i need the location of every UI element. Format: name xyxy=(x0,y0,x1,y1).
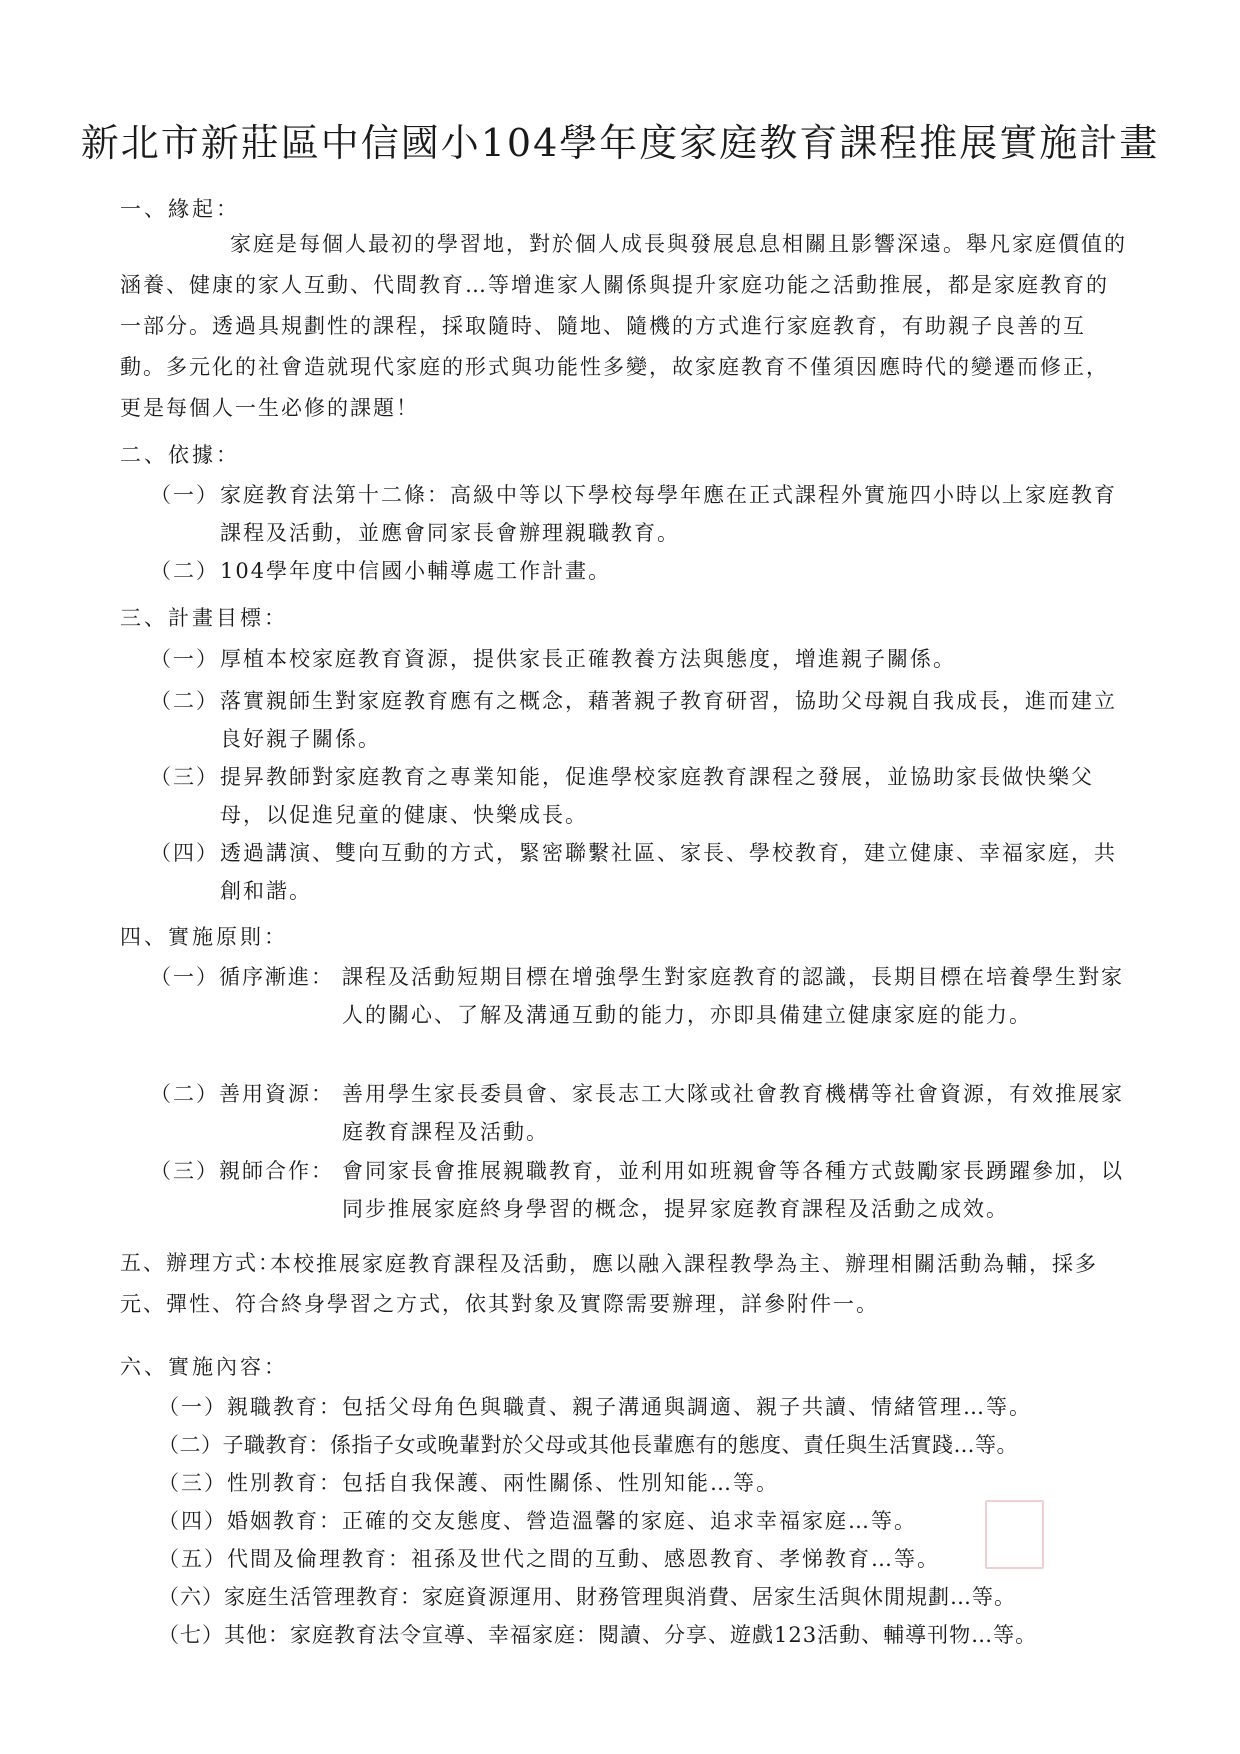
content-item-6-label: （六）家庭生活管理教育： xyxy=(158,1585,422,1609)
content-item-7-text: 家庭教育法令宣導、幸福家庭：閱讀、分享、遊戲123活動、輔導刊物…等。 xyxy=(290,1623,1038,1647)
goals-item-3-label: （三） xyxy=(150,765,219,789)
content-item-4-label: （四）婚姻教育： xyxy=(158,1509,342,1533)
principles-item-1-label: （一）循序漸進： xyxy=(150,965,334,989)
content-item-5-label: （五）代間及倫理教育： xyxy=(158,1547,411,1571)
content-item-2-text: 係指子女或晚輩對於父母或其他長輩應有的態度、責任與生活實踐…等。 xyxy=(330,1433,1018,1457)
section-principles-heading: 四、實施原則： xyxy=(120,925,288,949)
content-item-5-text: 祖孫及世代之間的互動、感恩教育、孝悌教育…等。 xyxy=(411,1547,940,1571)
content-item-7 xyxy=(158,1616,1138,1654)
goals-item-1-label: （一） xyxy=(150,647,219,671)
principles-item-3-text: 會同家長會推展親職教育，並利用如班親會等各種方式鼓勵家長踴躍參加，以同步推展家庭終身學習的概念，提昇家庭教育課程及活動之成效。 xyxy=(342,1159,1124,1221)
content-item-3-text: 包括自我保護、兩性關係、性別知能…等。 xyxy=(342,1471,779,1495)
basis-item-2-text: 104學年度中信國小輔導處工作計畫。 xyxy=(220,559,612,583)
principles-item-1-text: 課程及活動短期目標在增強學生對家庭教育的認識，長期目標在培養學生對家人的關心、了解及溝通互動的能力，亦即具備建立健康家庭的能力。 xyxy=(342,965,1124,1027)
page-title: 新北市新莊區中信國小104學年度家庭教育課程推展實施計畫 xyxy=(80,121,1160,165)
content-item-1-text: 包括父母角色與職責、親子溝通與調適、親子共讀、情緒管理…等。 xyxy=(342,1395,1032,1419)
goals-item-3-text: 提昇教師對家庭教育之專業知能，促進學校家庭教育課程之發展，並協助家長做快樂父母，以促進兒童的健康、快樂成長。 xyxy=(220,765,1094,827)
goals-item-2-label: （二） xyxy=(150,689,219,713)
red-stamp-mark xyxy=(985,1500,1044,1569)
content-item-1 xyxy=(158,1388,1138,1426)
content-item-2-label: （二）子職教育： xyxy=(158,1433,330,1457)
goals-item-2-text: 落實親師生對家庭教育應有之概念，藉著親子教育研習，協助父母親自我成長，進而建立良好親子關係。 xyxy=(220,689,1117,751)
basis-item-2-label: （二） xyxy=(150,559,219,583)
content-item-3 xyxy=(158,1464,1138,1502)
section-basis-heading: 二、依據： xyxy=(120,443,240,467)
content-item-4-text: 正確的交友態度、營造溫馨的家庭、追求幸福家庭…等。 xyxy=(342,1509,917,1533)
section-goals-heading: 三、計畫目標： xyxy=(120,606,288,630)
content-item-3-label: （三）性別教育： xyxy=(158,1471,342,1495)
principles-item-2-text: 善用學生家長委員會、家長志工大隊或社會教育機構等社會資源，有效推展家庭教育課程及活動。 xyxy=(342,1082,1124,1144)
basis-item-1-text: 家庭教育法第十二條：高級中等以下學校每學年應在正式課程外實施四小時以上家庭教育課程及活動，並應會同家長會辦理親職教育。 xyxy=(220,483,1117,545)
goals-item-1-text: 厚植本校家庭教育資源，提供家長正確教養方法與態度，增進親子關係。 xyxy=(220,647,956,671)
basis-item-1-label: （一） xyxy=(150,483,219,507)
content-item-6-text: 家庭資源運用、財務管理與消費、居家生活與休閒規劃…等。 xyxy=(422,1585,1016,1609)
content-item-6 xyxy=(158,1578,1138,1616)
goals-item-4-label: （四） xyxy=(150,841,219,865)
section-method-text: 本校推展家庭教育課程及活動，應以融入課程教學為主、辦理相關活動為輔，採多元、彈性、符合終身學習之方式，依其對象及實際需要辦理，詳參附件一。 xyxy=(120,1252,1098,1316)
content-item-1-label: （一）親職教育： xyxy=(158,1395,342,1419)
principles-item-3-label: （三）親師合作： xyxy=(150,1159,334,1183)
goals-item-4-text: 透過講演、雙向互動的方式，緊密聯繫社區、家長、學校教育，建立健康、幸福家庭，共創和諧。 xyxy=(220,841,1117,903)
section-content-heading: 六、實施內容： xyxy=(120,1355,288,1379)
principles-item-2-label: （二）善用資源： xyxy=(150,1082,334,1106)
section-origin-body: 家庭是每個人最初的學習地，對於個人成長與發展息息相關且影響深遠。舉凡家庭價值的涵養、健康的家人互動、代間教育…等增進家人關係與提升家庭功能之活動推展，都是家庭教育的一部分。透過具規劃性的課程，採取隨時、隨地、隨機的方式進行家庭教育，有助親子良善的互動。多元化的社會造就現代家庭的形式與功能性多變，故家庭教育不僅須因應時代的變遷而修正，更是每個人一生必修的課題！ xyxy=(120,232,1127,420)
content-item-2 xyxy=(158,1426,1138,1464)
section-method-heading: 五、辦理方式： xyxy=(120,1251,281,1275)
section-origin-heading: 一、緣起： xyxy=(120,197,240,221)
content-item-7-label: （七）其他： xyxy=(158,1623,290,1647)
